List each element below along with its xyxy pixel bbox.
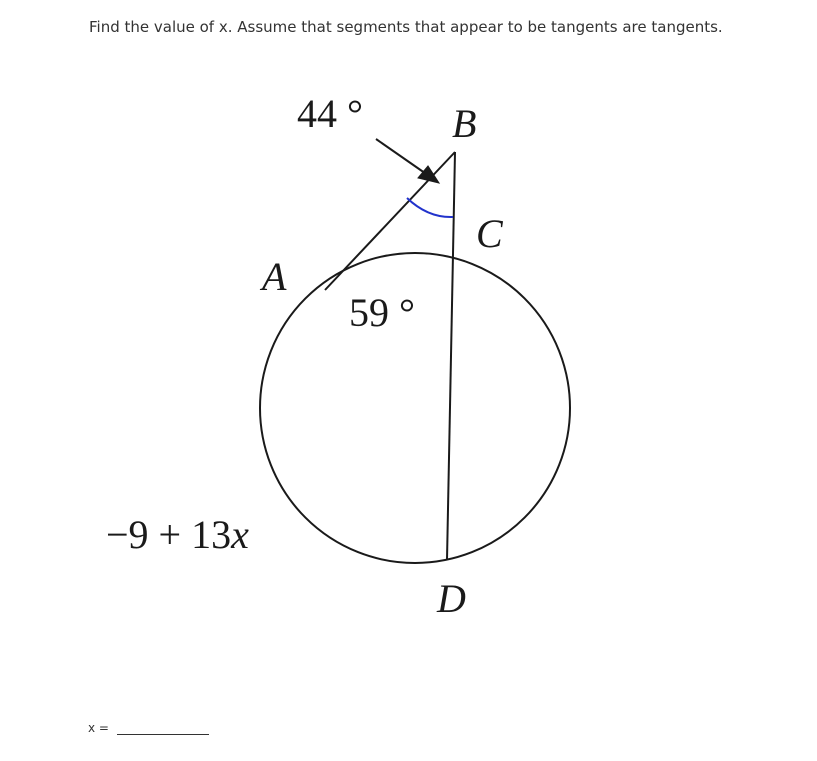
answer-row bbox=[88, 718, 209, 735]
question-text: Find the value of x. Assume that segments that appear to be tangents are tangents. bbox=[89, 18, 723, 36]
tangent-segment-ab bbox=[325, 152, 455, 290]
angle-b-label: 44 ° bbox=[297, 91, 363, 136]
answer-input[interactable] bbox=[117, 718, 209, 735]
arc-expression-text: −9 + 13 bbox=[106, 512, 232, 557]
point-a-label: A bbox=[262, 254, 287, 299]
point-b-label: B bbox=[452, 101, 477, 146]
angle-pointer-arrowhead bbox=[418, 166, 439, 183]
answer-label: x = bbox=[88, 721, 109, 735]
angle-b-marker bbox=[407, 198, 453, 217]
secant-segment-bd bbox=[447, 152, 455, 560]
point-d-label: D bbox=[437, 576, 466, 621]
circle bbox=[260, 253, 570, 563]
arc-ac-label: 59 ° bbox=[349, 290, 415, 335]
arc-expression-label bbox=[106, 512, 249, 557]
arc-expression-variable: x bbox=[231, 512, 249, 557]
point-c-label: C bbox=[476, 211, 503, 256]
